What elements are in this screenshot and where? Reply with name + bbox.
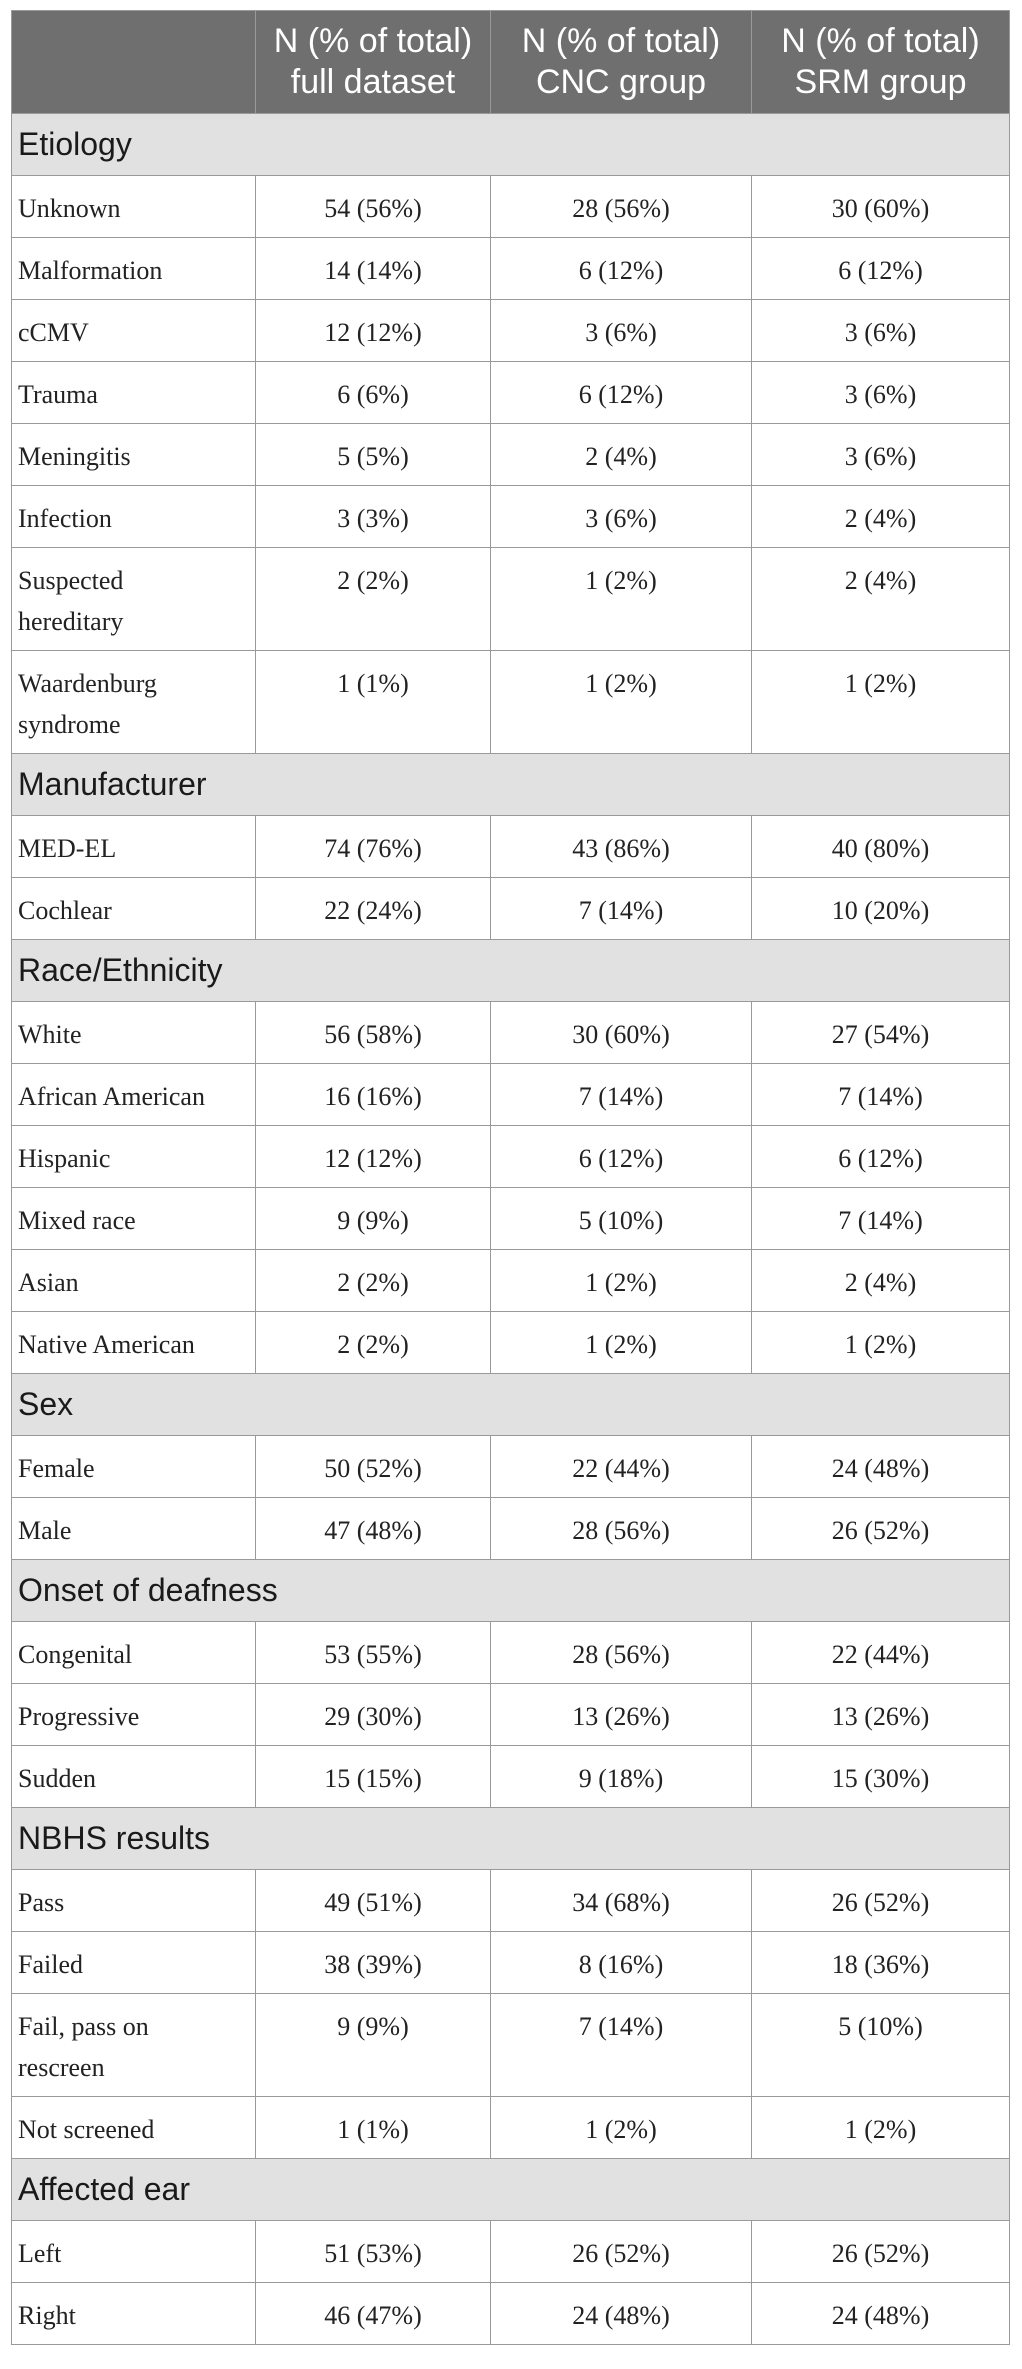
srm-group-value: 6 (12%)	[752, 1126, 1010, 1188]
table-row	[12, 1622, 1010, 1684]
cnc-group-value: 1 (2%)	[491, 1250, 752, 1312]
srm-group-value: 27 (54%)	[752, 1002, 1010, 1064]
row-label: White	[12, 1002, 256, 1064]
row-label: Asian	[12, 1250, 256, 1312]
section-title: Manufacturer	[12, 754, 1010, 816]
row-label: Unknown	[12, 176, 256, 238]
cnc-group-value: 28 (56%)	[491, 1622, 752, 1684]
table-row	[12, 1994, 1010, 2097]
srm-group-value: 13 (26%)	[752, 1684, 1010, 1746]
row-label: Congenital	[12, 1622, 256, 1684]
full-dataset-value: 22 (24%)	[256, 878, 491, 940]
srm-group-value: 1 (2%)	[752, 2097, 1010, 2159]
full-dataset-value: 2 (2%)	[256, 1250, 491, 1312]
cnc-group-value: 9 (18%)	[491, 1746, 752, 1808]
table-row	[12, 1870, 1010, 1932]
row-label: Infection	[12, 486, 256, 548]
full-dataset-value: 6 (6%)	[256, 362, 491, 424]
table-row	[12, 1312, 1010, 1374]
srm-group-value: 26 (52%)	[752, 1498, 1010, 1560]
row-label: Hispanic	[12, 1126, 256, 1188]
cnc-group-value: 1 (2%)	[491, 1312, 752, 1374]
full-dataset-value: 38 (39%)	[256, 1932, 491, 1994]
row-label: Left	[12, 2221, 256, 2283]
srm-group-value: 24 (48%)	[752, 1436, 1010, 1498]
cnc-group-value: 6 (12%)	[491, 362, 752, 424]
cnc-group-value: 3 (6%)	[491, 300, 752, 362]
table-body	[12, 114, 1010, 2345]
cnc-group-value: 1 (2%)	[491, 651, 752, 754]
cnc-group-value: 5 (10%)	[491, 1188, 752, 1250]
row-label: Mixed race	[12, 1188, 256, 1250]
cnc-group-value: 34 (68%)	[491, 1870, 752, 1932]
table-row	[12, 1932, 1010, 1994]
cnc-group-value: 26 (52%)	[491, 2221, 752, 2283]
demographics-table	[11, 10, 1010, 2345]
srm-group-value: 3 (6%)	[752, 424, 1010, 486]
section-title: Etiology	[12, 114, 1010, 176]
full-dataset-value: 2 (2%)	[256, 548, 491, 651]
srm-group-value: 24 (48%)	[752, 2283, 1010, 2345]
table-row	[12, 816, 1010, 878]
srm-group-value: 1 (2%)	[752, 1312, 1010, 1374]
row-label: Fail, pass on rescreen	[12, 1994, 256, 2097]
srm-group-value: 1 (2%)	[752, 651, 1010, 754]
srm-group-value: 10 (20%)	[752, 878, 1010, 940]
srm-group-value: 26 (52%)	[752, 2221, 1010, 2283]
full-dataset-value: 14 (14%)	[256, 238, 491, 300]
table-row	[12, 238, 1010, 300]
section-row	[12, 1374, 1010, 1436]
row-label: Waardenburg syndrome	[12, 651, 256, 754]
cnc-group-value: 7 (14%)	[491, 1064, 752, 1126]
cnc-group-value: 22 (44%)	[491, 1436, 752, 1498]
srm-group-value: 3 (6%)	[752, 300, 1010, 362]
row-label: African American	[12, 1064, 256, 1126]
table-row	[12, 1002, 1010, 1064]
table-row	[12, 2221, 1010, 2283]
full-dataset-value: 9 (9%)	[256, 1188, 491, 1250]
full-dataset-value: 2 (2%)	[256, 1312, 491, 1374]
cnc-group-value: 3 (6%)	[491, 486, 752, 548]
section-row	[12, 114, 1010, 176]
row-label: MED-EL	[12, 816, 256, 878]
row-label: Male	[12, 1498, 256, 1560]
srm-group-value: 6 (12%)	[752, 238, 1010, 300]
cnc-group-value: 6 (12%)	[491, 238, 752, 300]
full-dataset-value: 50 (52%)	[256, 1436, 491, 1498]
table-row	[12, 176, 1010, 238]
full-dataset-value: 54 (56%)	[256, 176, 491, 238]
full-dataset-value: 15 (15%)	[256, 1746, 491, 1808]
cnc-group-value: 1 (2%)	[491, 548, 752, 651]
full-dataset-value: 1 (1%)	[256, 2097, 491, 2159]
srm-group-value: 15 (30%)	[752, 1746, 1010, 1808]
full-dataset-value: 1 (1%)	[256, 651, 491, 754]
srm-group-value: 7 (14%)	[752, 1188, 1010, 1250]
full-dataset-value: 16 (16%)	[256, 1064, 491, 1126]
full-dataset-value: 5 (5%)	[256, 424, 491, 486]
cnc-group-value: 30 (60%)	[491, 1002, 752, 1064]
cnc-group-value: 28 (56%)	[491, 176, 752, 238]
cnc-group-value: 13 (26%)	[491, 1684, 752, 1746]
section-row	[12, 2159, 1010, 2221]
srm-group-value: 5 (10%)	[752, 1994, 1010, 2097]
table-row	[12, 300, 1010, 362]
section-title: Onset of deafness	[12, 1560, 1010, 1622]
table-row	[12, 878, 1010, 940]
row-label: Female	[12, 1436, 256, 1498]
cnc-group-value: 1 (2%)	[491, 2097, 752, 2159]
srm-group-value: 2 (4%)	[752, 548, 1010, 651]
table-row	[12, 1436, 1010, 1498]
table-row	[12, 486, 1010, 548]
header-empty-cell	[12, 11, 256, 114]
section-row	[12, 1560, 1010, 1622]
table-row	[12, 1188, 1010, 1250]
full-dataset-value: 46 (47%)	[256, 2283, 491, 2345]
table-row	[12, 1126, 1010, 1188]
section-title: Race/Ethnicity	[12, 940, 1010, 1002]
srm-group-value: 18 (36%)	[752, 1932, 1010, 1994]
full-dataset-value: 51 (53%)	[256, 2221, 491, 2283]
row-label: Progressive	[12, 1684, 256, 1746]
full-dataset-value: 49 (51%)	[256, 1870, 491, 1932]
section-title: Affected ear	[12, 2159, 1010, 2221]
srm-group-value: 2 (4%)	[752, 1250, 1010, 1312]
row-label: cCMV	[12, 300, 256, 362]
table-row	[12, 548, 1010, 651]
full-dataset-value: 29 (30%)	[256, 1684, 491, 1746]
row-label: Sudden	[12, 1746, 256, 1808]
header-srm-group: N (% of total) SRM group	[752, 11, 1010, 114]
table-row	[12, 362, 1010, 424]
srm-group-value: 30 (60%)	[752, 176, 1010, 238]
table-row	[12, 1746, 1010, 1808]
full-dataset-value: 53 (55%)	[256, 1622, 491, 1684]
srm-group-value: 7 (14%)	[752, 1064, 1010, 1126]
section-row	[12, 940, 1010, 1002]
cnc-group-value: 2 (4%)	[491, 424, 752, 486]
full-dataset-value: 74 (76%)	[256, 816, 491, 878]
table-row	[12, 2097, 1010, 2159]
row-label: Failed	[12, 1932, 256, 1994]
row-label: Right	[12, 2283, 256, 2345]
header-full-dataset: N (% of total) full dataset	[256, 11, 491, 114]
cnc-group-value: 43 (86%)	[491, 816, 752, 878]
full-dataset-value: 12 (12%)	[256, 300, 491, 362]
srm-group-value: 26 (52%)	[752, 1870, 1010, 1932]
full-dataset-value: 3 (3%)	[256, 486, 491, 548]
srm-group-value: 40 (80%)	[752, 816, 1010, 878]
table-row	[12, 2283, 1010, 2345]
table-row	[12, 1250, 1010, 1312]
cnc-group-value: 8 (16%)	[491, 1932, 752, 1994]
row-label: Malformation	[12, 238, 256, 300]
full-dataset-value: 47 (48%)	[256, 1498, 491, 1560]
cnc-group-value: 24 (48%)	[491, 2283, 752, 2345]
table-row	[12, 1064, 1010, 1126]
section-row	[12, 754, 1010, 816]
full-dataset-value: 12 (12%)	[256, 1126, 491, 1188]
row-label: Pass	[12, 1870, 256, 1932]
srm-group-value: 2 (4%)	[752, 486, 1010, 548]
section-title: Sex	[12, 1374, 1010, 1436]
section-title: NBHS results	[12, 1808, 1010, 1870]
table-row	[12, 1498, 1010, 1560]
row-label: Cochlear	[12, 878, 256, 940]
table-row	[12, 424, 1010, 486]
srm-group-value: 22 (44%)	[752, 1622, 1010, 1684]
header-cnc-group: N (% of total) CNC group	[491, 11, 752, 114]
header-row	[12, 11, 1010, 114]
srm-group-value: 3 (6%)	[752, 362, 1010, 424]
cnc-group-value: 7 (14%)	[491, 1994, 752, 2097]
full-dataset-value: 9 (9%)	[256, 1994, 491, 2097]
section-row	[12, 1808, 1010, 1870]
row-label: Suspected hereditary	[12, 548, 256, 651]
cnc-group-value: 28 (56%)	[491, 1498, 752, 1560]
row-label: Trauma	[12, 362, 256, 424]
table-row	[12, 1684, 1010, 1746]
row-label: Native American	[12, 1312, 256, 1374]
row-label: Meningitis	[12, 424, 256, 486]
table-row	[12, 651, 1010, 754]
full-dataset-value: 56 (58%)	[256, 1002, 491, 1064]
cnc-group-value: 7 (14%)	[491, 878, 752, 940]
row-label: Not screened	[12, 2097, 256, 2159]
cnc-group-value: 6 (12%)	[491, 1126, 752, 1188]
